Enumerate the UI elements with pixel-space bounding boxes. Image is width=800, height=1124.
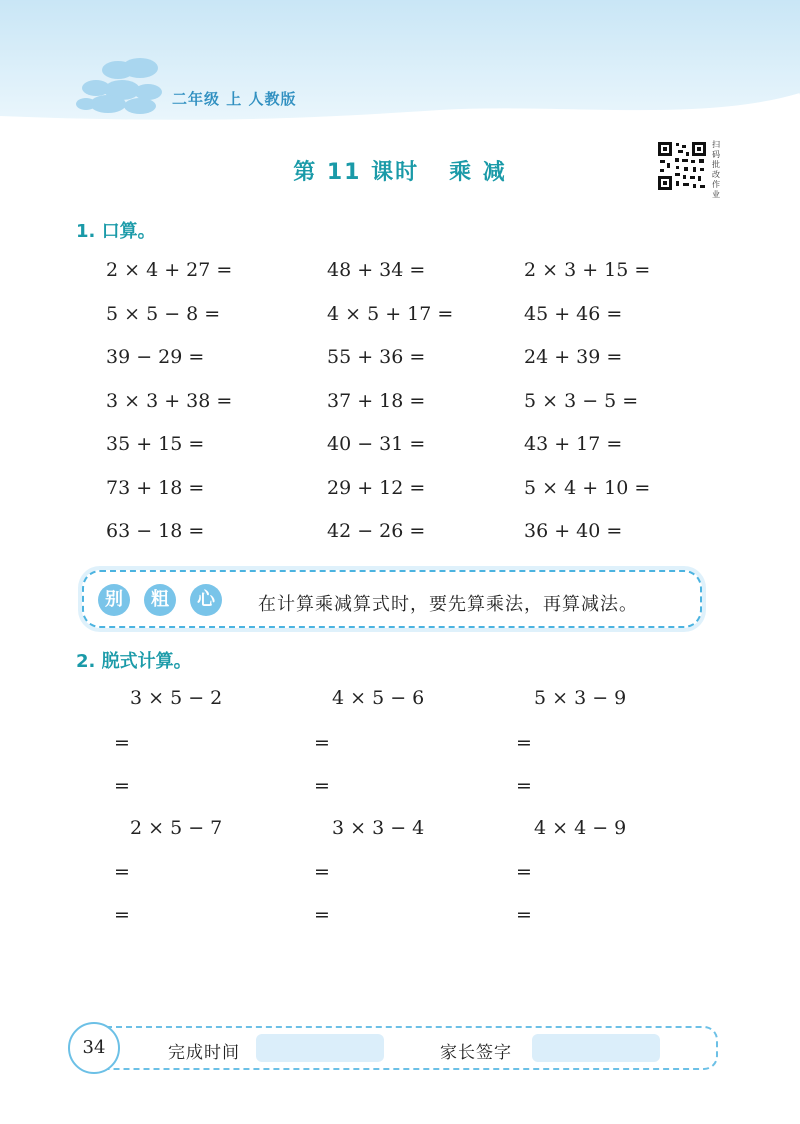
expr-r6-c3: 5 × 4 + 10 = [524,477,651,499]
expr-r1-c3: 2 × 3 + 15 = [524,259,651,281]
tip-badge-char-1: 别 [98,584,130,616]
expr-r3-c1: 39 − 29 = [106,346,205,368]
equals-sign: = [516,904,532,926]
calc-g1-c3: 5 × 3 − 9 [534,687,627,709]
lesson-number: 第 11 课时 [293,160,420,185]
expr-r3-c2: 55 + 36 = [327,346,426,368]
completion-time-field[interactable] [256,1034,384,1062]
tip-badge-char-3: 心 [190,584,222,616]
completion-time-label: 完成时间 [168,1043,240,1063]
page-number: 34 [68,1022,120,1074]
equals-sign: = [114,775,130,797]
expr-r3-c3: 24 + 39 = [524,346,623,368]
expr-r2-c1: 5 × 5 − 8 = [106,303,221,325]
section-2-title: 2. 脱式计算。 [76,651,192,672]
expr-r2-c3: 45 + 46 = [524,303,623,325]
tip-badge-char-2: 粗 [144,584,176,616]
expr-r5-c3: 43 + 17 = [524,433,623,455]
equals-sign: = [516,861,532,883]
expr-r4-c3: 5 × 3 − 5 = [524,390,639,412]
grade-label: 二年级 上 人教版 [172,90,297,108]
calc-g1-c1: 3 × 5 − 2 [130,687,223,709]
equals-sign: = [314,904,330,926]
calc-g2-c2: 3 × 3 − 4 [332,817,425,839]
expr-r2-c2: 4 × 5 + 17 = [327,303,454,325]
tip-text: 在计算乘减算式时，要先算乘法，再算减法。 [258,594,638,615]
calc-g2-c1: 2 × 5 − 7 [130,817,223,839]
expr-r6-c1: 73 + 18 = [106,477,205,499]
section-1-title: 1. 口算。 [76,221,156,242]
calc-g2-c3: 4 × 4 − 9 [534,817,627,839]
equals-sign: = [314,775,330,797]
parent-signature-label: 家长签字 [440,1043,512,1063]
expr-r4-c1: 3 × 3 + 38 = [106,390,233,412]
equals-sign: = [114,732,130,754]
expr-r5-c1: 35 + 15 = [106,433,205,455]
expr-r4-c2: 37 + 18 = [327,390,426,412]
expr-r7-c1: 63 − 18 = [106,520,205,542]
expr-r5-c2: 40 − 31 = [327,433,426,455]
calc-g1-c2: 4 × 5 − 6 [332,687,425,709]
qr-code-icon[interactable] [656,140,708,192]
header-band [0,0,800,130]
expr-r1-c1: 2 × 4 + 27 = [106,259,233,281]
expr-r7-c2: 42 − 26 = [327,520,426,542]
expr-r1-c2: 48 + 34 = [327,259,426,281]
equals-sign: = [516,732,532,754]
expr-r7-c3: 36 + 40 = [524,520,623,542]
equals-sign: = [516,775,532,797]
expr-r6-c2: 29 + 12 = [327,477,426,499]
lesson-topic: 乘 减 [449,160,507,185]
parent-signature-field[interactable] [532,1034,660,1062]
equals-sign: = [114,904,130,926]
equals-sign: = [314,732,330,754]
equals-sign: = [314,861,330,883]
equals-sign: = [114,861,130,883]
qr-label: 扫码批改作业 [712,140,720,199]
